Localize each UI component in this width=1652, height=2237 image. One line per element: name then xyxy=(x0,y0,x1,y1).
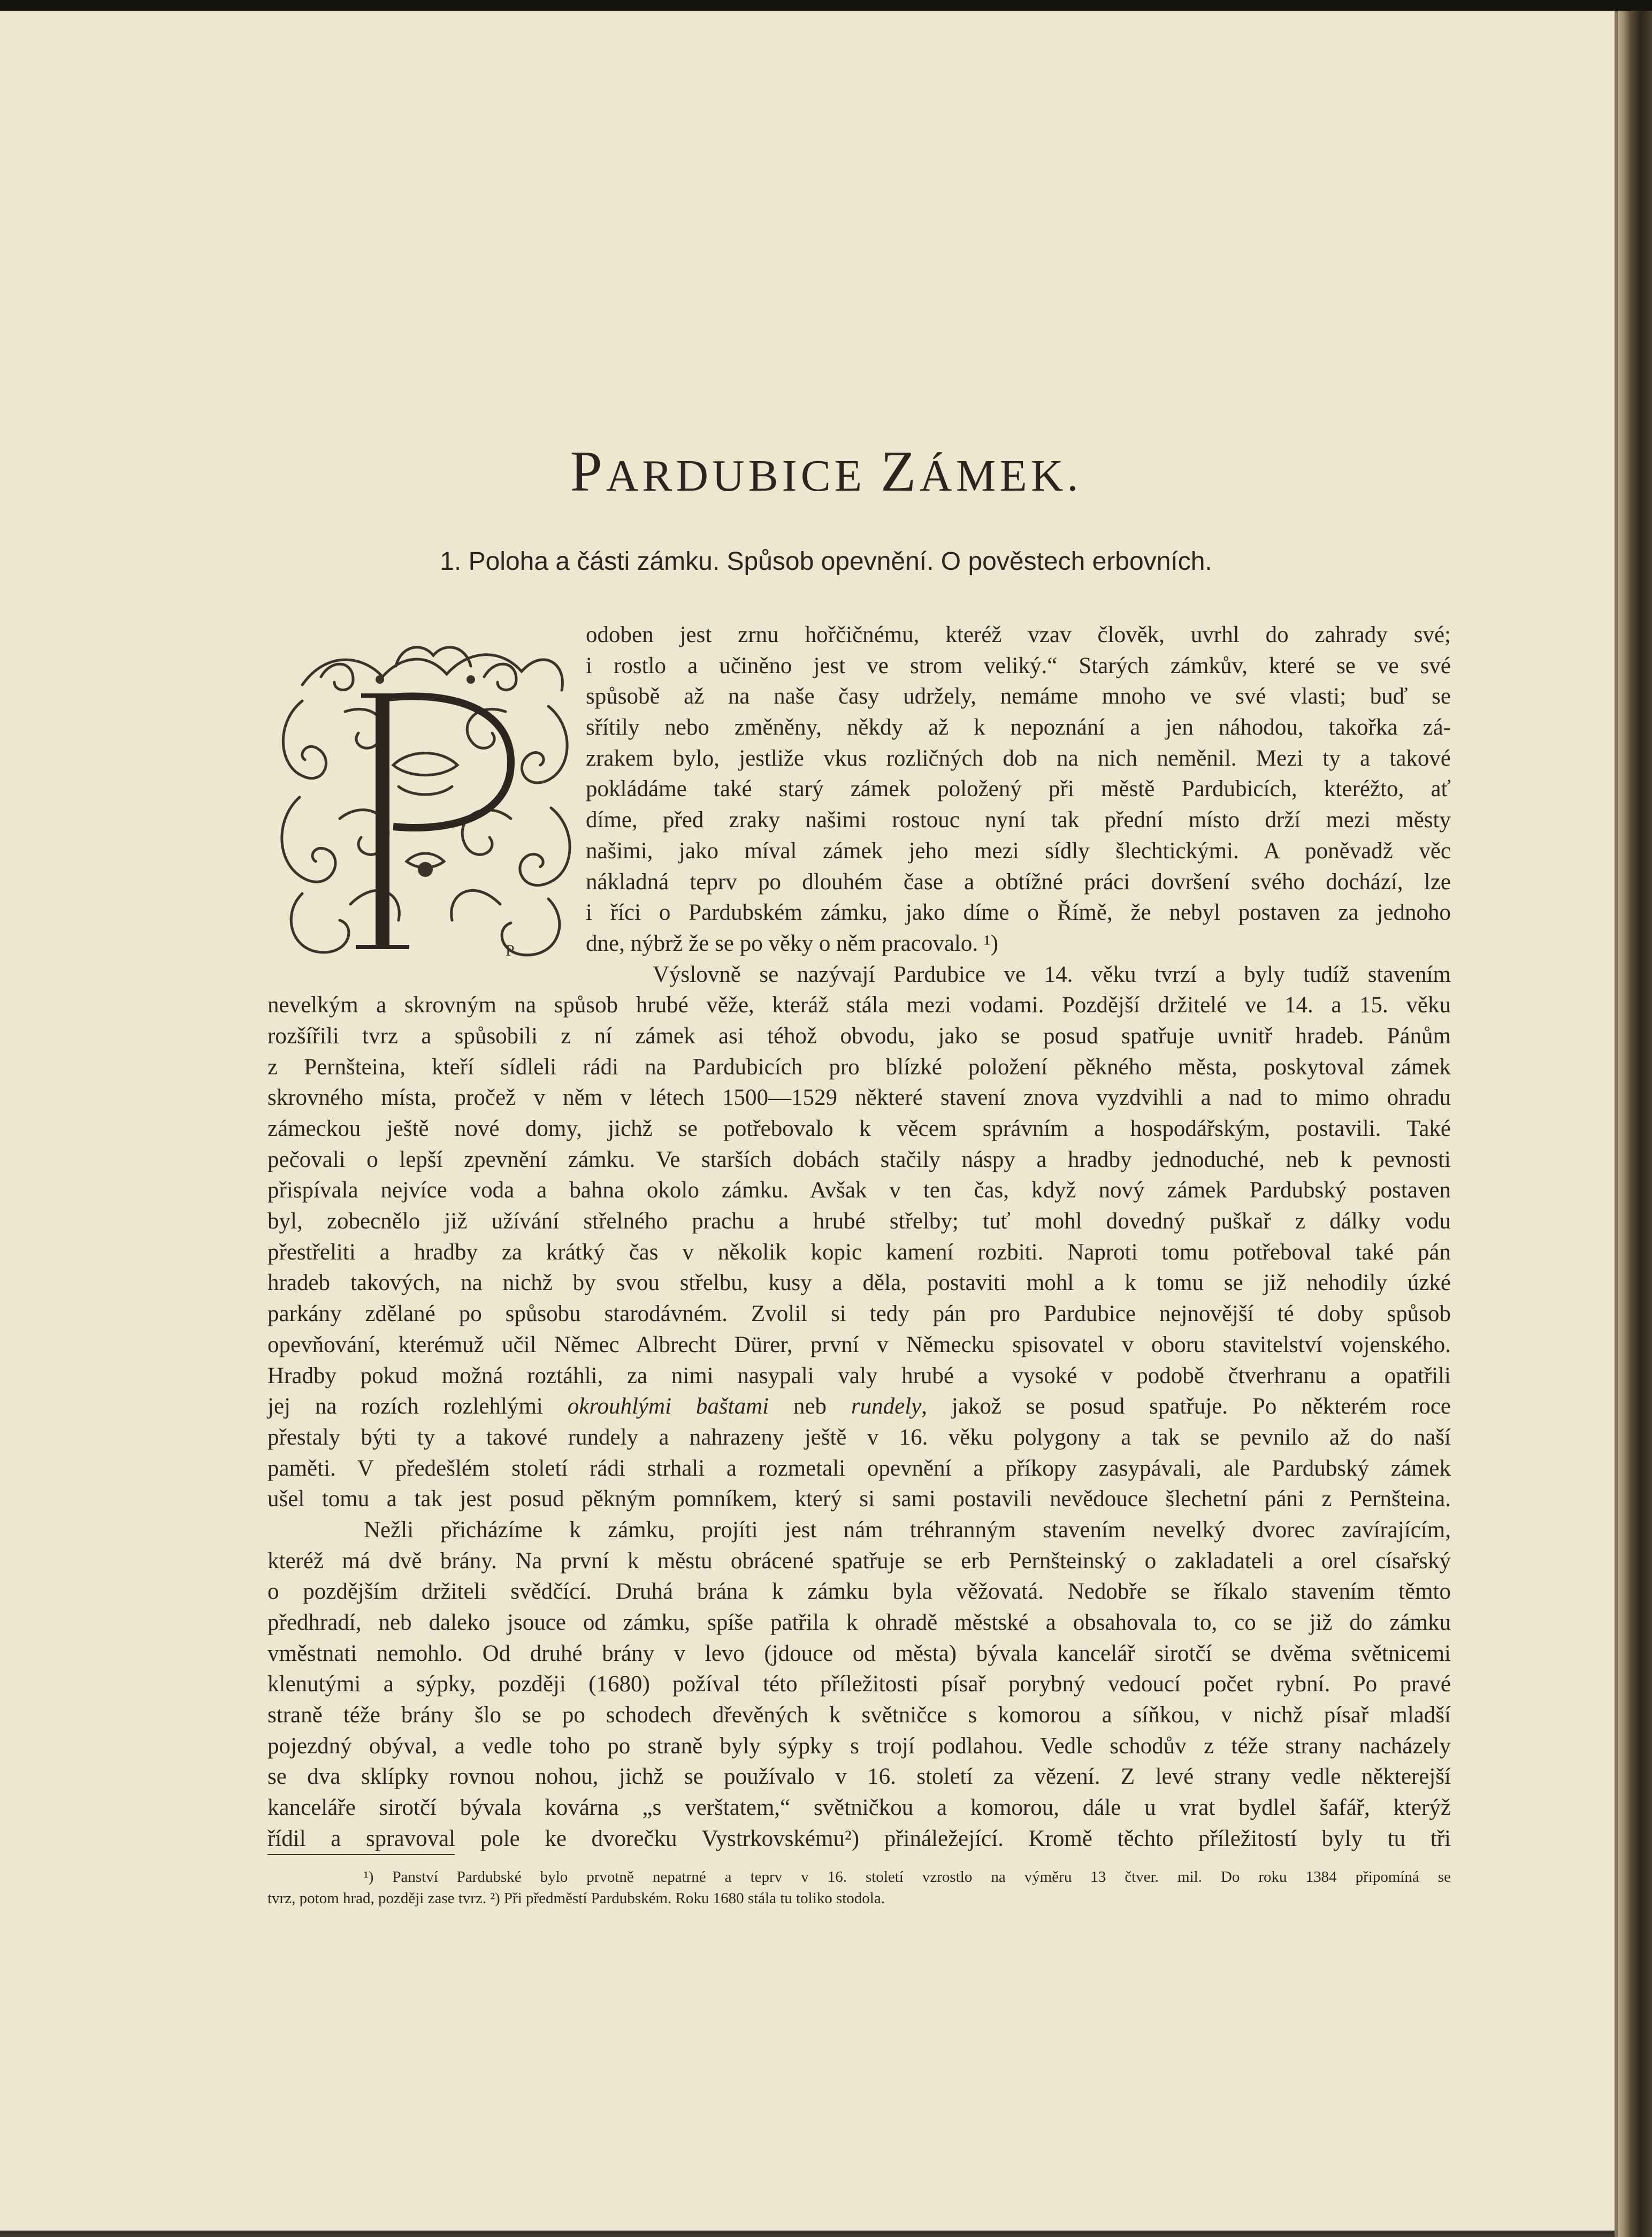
text-line: nákladná teprv po dlouhém čase a obtížné práci dovršení svého dochází, lze xyxy=(586,869,1451,895)
text-line-italic xyxy=(267,1391,1451,1422)
text-line: přestaly býti ty a takové rundely a nahrazeny ještě v 16. věku polygony a tak se pevnilo až do naší xyxy=(267,1424,1451,1450)
text-line: našimi, jako míval zámek jeho mezi sídly šlechtickými. A poněvadž věc xyxy=(586,838,1451,864)
italic-term: okrouhlými baštami xyxy=(567,1394,769,1419)
title-initial-p: P xyxy=(570,440,606,503)
title-word-2: ÁMEK. xyxy=(920,451,1082,501)
page-title xyxy=(0,439,1652,505)
text-line: pojezdný obýval, a vedle toho po straně byly sýpky s trojí podlahou. Vedle schodův z téže strany nacházely xyxy=(267,1733,1451,1759)
text-line: pečovali o lepší zpevnění zámku. Ve starších dobách stačily náspy a hradby jednoduché, neb k pevnosti xyxy=(267,1147,1451,1172)
text-line: vměstnati nemohlo. Od druhé brány v levo (jdouce od města) bývala kancelář sirotčí se dvěma světnicemi xyxy=(267,1640,1451,1666)
ornament-initial-letter: P xyxy=(506,942,515,959)
text-line: přestřeliti a hradby za krátký čas v několik kopic kamení rozbiti. Naproti tomu potřeboval také pán xyxy=(267,1239,1451,1265)
text-line: Nežli přicházíme k zámku, projíti jest nám tréhranným stavením nevelký dvorec zavírajícím, xyxy=(364,1517,1451,1543)
text-line: spůsobě až na naše časy udržely, nemáme mnoho ve své vlasti; buď se xyxy=(586,684,1451,709)
text-line: Hradby pokud možná roztáhli, za nimi nasypali valy hrubé a vysoké v podobě čtverhranu a opatřili xyxy=(267,1363,1451,1388)
text-line: předhradí, neb daleko jsouce od zámku, spíše patřila k ohradě městské a obsahovala to, co se již do zámku xyxy=(267,1610,1451,1635)
scan-top-edge xyxy=(0,0,1652,11)
text-line: byl, zobecnělo již užívání střelného prachu a hrubé střelby; tuť mohl dovedný puškař z dálky vodu xyxy=(267,1209,1451,1234)
text-line: o pozdějším držiteli svědčící. Druhá brána k zámku byla věžovatá. Nedobře se říkalo stavením těmto xyxy=(267,1579,1451,1605)
title-word-1: ARDUBICE xyxy=(606,451,881,501)
italic-term: rundely xyxy=(851,1394,922,1419)
text-line: nevelkým a skrovným na spůsob hrubé věže, kteráž stála mezi vodami. Pozdější držitelé ve 14. a 15. věku xyxy=(267,992,1451,1018)
text-line: dne, nýbrž že se po věky o něm pracovalo. ¹) xyxy=(586,930,999,956)
text-line: klenutými a sýpky, později (1680) požíval této příležitosti písař porybný vedoucí počet rybní. Po pravé xyxy=(267,1671,1451,1697)
text-line: řídil a spravoval pole ke dvorečku Vystrkovskému²) přináležející. Kromě těchto příležitostí byly tu tři xyxy=(267,1826,1451,1851)
text-line: straně téže brány šlo se po schodech dřevěných k světničce s komorou a síňkou, v nichž písař mladší xyxy=(267,1702,1451,1728)
text-fragment: jej na rozích rozlehlými xyxy=(267,1394,543,1419)
book-spine-edge xyxy=(1615,11,1652,2237)
text-line: ušel tomu a tak jest posud pěkným pomníkem, který si sami postavili nevědouce šlechetní páni z Pernšteina. xyxy=(267,1486,1451,1512)
footnotes xyxy=(267,1866,1451,1909)
text-line: i rostlo a učiněno jest ve strom veliký.“ Starých zámkův, které se ve své xyxy=(586,653,1451,678)
text-line: díme, před zraky našimi rostouc nyní tak přední místo drží mezi městy xyxy=(586,807,1451,833)
text-line: kanceláře sirotčí bývala kovárna „s verštatem,“ světničkou a komorou, dále u vrat bydlel šafář, kterýž xyxy=(267,1795,1451,1821)
scan-bottom-edge xyxy=(0,2231,1615,2237)
text-line: odoben jest zrnu hořčičnému, kteréž vzav člověk, uvrhl do zahrady své; xyxy=(586,622,1451,647)
text-line: přispívala nejvíce voda a bahna okolo zámku. Avšak v ten čas, když nový zámek Pardubský postaven xyxy=(267,1178,1451,1203)
text-line: pokládáme také starý zámek položený při městě Pardubicích, kteréžto, ať xyxy=(586,776,1451,802)
text-line: se dva sklípky rovnou nohou, jichž se používalo v 16. století za vězení. Z levé strany vedle některejší xyxy=(267,1764,1451,1790)
page-gutter-shadow xyxy=(1615,11,1618,2237)
main-text xyxy=(267,620,1451,1854)
text-line: kteréž má dvě brány. Na první k městu obrácené spatřuje se erb Pernšteinský o zakladateli a orel císařský xyxy=(267,1548,1451,1574)
text-fragment: neb xyxy=(793,1394,827,1419)
text-line: parkány zdělané po spůsobu starodávném. Zvolil si tedy pán pro Pardubice nejnovější té doby spůsob xyxy=(267,1301,1451,1327)
section-heading: 1. Poloha a části zámku. Spůsob opevnění. O pověstech erbovních. xyxy=(440,547,1212,576)
text-line: opevňování, kterémuž učil Němec Albrecht Dürer, první v Německu spisovatel v oboru stavitelství vojenského. xyxy=(267,1332,1451,1357)
text-line: Výslovně se nazývají Pardubice ve 14. věku tvrzí a byly tudíž stavením xyxy=(653,961,1451,987)
title-initial-z: Z xyxy=(881,440,920,503)
text-line: paměti. V předešlém století rádi strhali a rozmetali opevnění a příkopy zasypávali, ale Pardubský zámek xyxy=(267,1455,1451,1481)
text-line: rozšířili tvrz a spůsobili z ní zámek asi téhož obvodu, jako se posud spatřuje uvnitř hradeb. Pánům xyxy=(267,1023,1451,1049)
text-line: z Pernšteina, kteří sídleli rádi na Pardubicích pro blízké položení pěkného města, poskytoval zámek xyxy=(267,1054,1451,1080)
text-line: hradeb takových, na nichž by svou střelbu, kusy a děla, postaviti mohl a k tomu se již nehodily úzké xyxy=(267,1270,1451,1296)
text-line: sřítily nebo změněny, někdy až k nepoznání a jen náhodou, takořka zá- xyxy=(586,715,1451,740)
footnote-line: ¹) Panství Pardubské bylo prvotně nepatrné a teprv v 16. století vzrostlo na výměru 13 čtver. mil. Do roku 1384 připomíná se xyxy=(364,1868,1451,1885)
text-line: skrovného místa, pročež v něm v létech 1500—1529 některé stavení znova vyzdvihli a nad to mimo ohradu xyxy=(267,1085,1451,1111)
text-line: i říci o Pardubském zámku, jako díme o Římě, že nebyl postaven za jednoho xyxy=(586,900,1451,926)
footnote-line: tvrz, potom hrad, později zase tvrz. ²) Při předměstí Pardubském. Roku 1680 stála tu toliko stodola. xyxy=(267,1890,885,1907)
text-line: zrakem bylo, jestliže vkus rozličných dob na nich neměnil. Mezi ty a takové xyxy=(586,745,1451,771)
footnote-rule xyxy=(267,1854,455,1855)
text-fragment: , jakož se posud spatřuje. Po některém roce xyxy=(921,1394,1451,1419)
text-line: zámeckou ještě nové domy, jichž se potřebovalo k věcem správním a hospodářským, postavili. Také xyxy=(267,1116,1451,1141)
